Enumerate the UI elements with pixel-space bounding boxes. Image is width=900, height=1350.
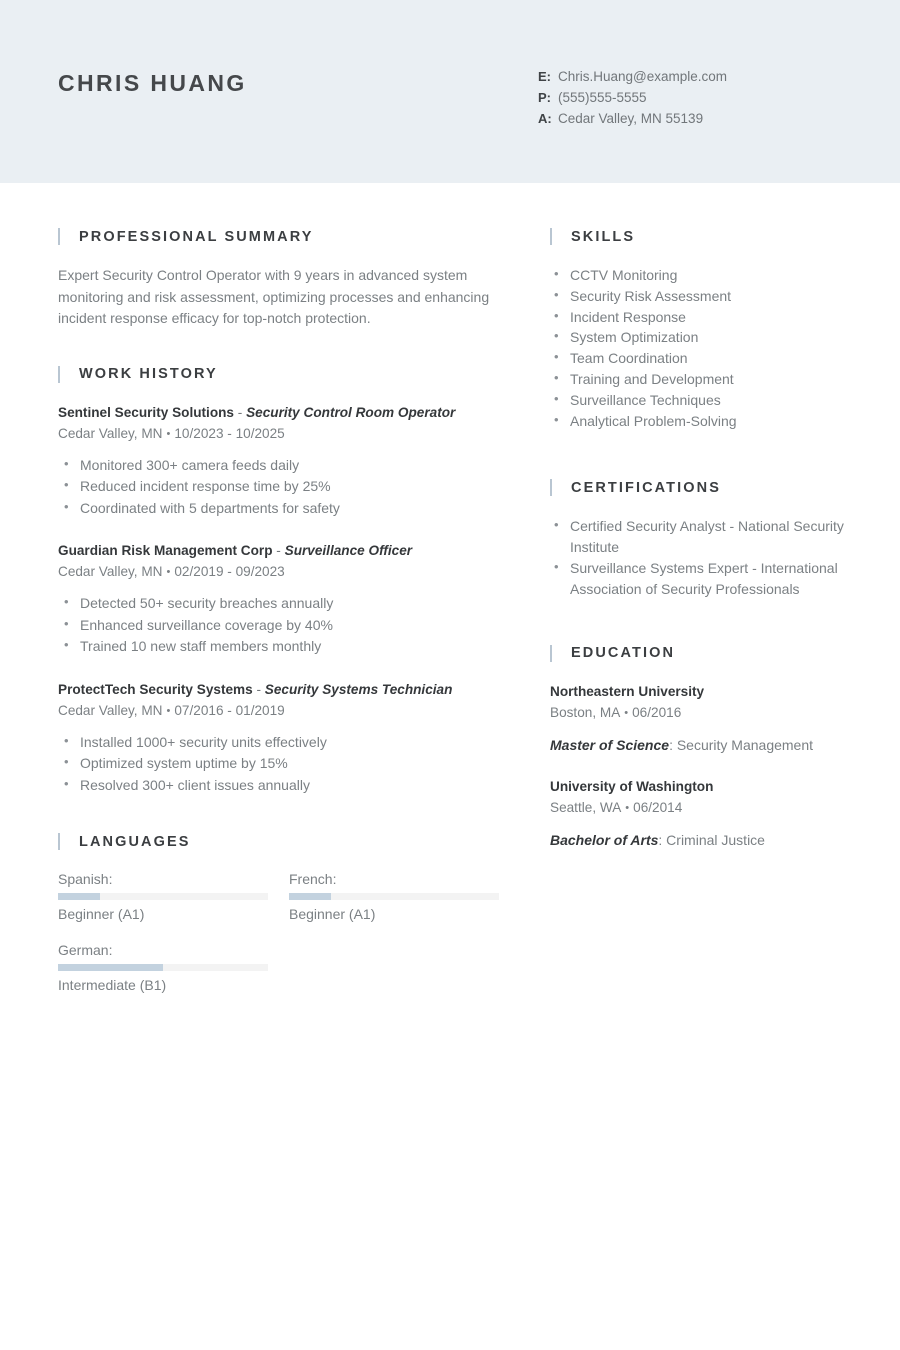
right-column — [550, 228, 850, 878]
language-level: Beginner (A1) — [58, 906, 145, 922]
list-item: • CCTV Monitoring — [550, 265, 850, 286]
accent-bar-icon — [550, 645, 552, 662]
list-item: • Resolved 300+ client issues annually — [58, 775, 500, 796]
section-work-history — [58, 366, 500, 796]
list-item: • Coordinated with 5 departments for safety — [58, 498, 500, 519]
section-education — [550, 645, 850, 850]
header — [0, 0, 900, 183]
contact-address-row — [538, 111, 727, 126]
accent-bar-icon — [58, 833, 60, 850]
section-title: EDUCATION — [571, 645, 676, 662]
certifications-heading — [550, 479, 850, 496]
left-column — [58, 228, 500, 1040]
contact-block — [538, 69, 727, 132]
bullet-separator-icon: • — [166, 427, 171, 440]
education-degree-line — [550, 735, 850, 755]
job-company: Guardian Risk Management Corp — [58, 543, 273, 558]
education-meta — [550, 703, 850, 723]
job-company: ProtectTech Security Systems — [58, 681, 253, 697]
language-proficiency-bar — [58, 964, 268, 971]
bullet-separator-icon: • — [166, 704, 171, 717]
skills-heading — [550, 228, 850, 245]
section-title: LANGUAGES — [79, 833, 191, 850]
job-separator: - — [252, 681, 265, 697]
job-heading — [58, 403, 500, 422]
bullet-separator-icon: • — [166, 566, 171, 578]
education-field: : Criminal Justice — [658, 831, 765, 848]
section-languages — [58, 833, 500, 1012]
work-history-entry — [58, 541, 500, 657]
language-item — [58, 870, 268, 924]
language-level: Intermediate (B1) — [58, 977, 167, 993]
email-icon: E: — [538, 69, 551, 84]
work-history-heading — [58, 366, 500, 383]
job-location: Cedar Valley, MN — [58, 702, 163, 718]
language-item — [289, 870, 499, 924]
education-school: Northeastern University — [550, 683, 705, 699]
education-degree: Bachelor of Arts — [550, 831, 659, 848]
job-title: Security Control Room Operator — [246, 404, 456, 420]
education-date: 06/2014 — [633, 799, 683, 815]
language-level: Beginner (A1) — [289, 906, 376, 922]
job-heading — [58, 680, 500, 699]
contact-email-value: Chris.Huang@example.com — [558, 69, 728, 84]
phone-icon: P: — [538, 90, 551, 105]
job-separator: - — [272, 543, 285, 558]
skills-list — [550, 265, 850, 431]
languages-heading — [58, 833, 500, 850]
education-field: : Security Management — [669, 736, 814, 753]
education-heading — [550, 645, 850, 662]
language-grid — [58, 870, 500, 1012]
list-item: • Certified Security Analyst - National Security Institute — [550, 516, 850, 558]
language-name: German: — [58, 942, 113, 958]
job-bullet-list — [58, 593, 500, 657]
work-history-entry — [58, 403, 500, 519]
job-dates: 07/2016 - 01/2019 — [174, 702, 285, 718]
job-meta — [58, 424, 500, 444]
job-meta — [58, 562, 500, 582]
job-location: Cedar Valley, MN — [58, 564, 163, 579]
education-degree: Master of Science — [550, 736, 670, 753]
contact-email-row — [538, 69, 727, 84]
language-name: Spanish: — [58, 871, 113, 887]
list-item: • System Optimization — [550, 327, 850, 348]
section-title: WORK HISTORY — [79, 366, 218, 382]
job-title: Surveillance Officer — [284, 543, 413, 558]
accent-bar-icon — [550, 479, 552, 496]
job-company: Sentinel Security Solutions — [58, 404, 234, 420]
language-proficiency-fill — [58, 964, 163, 971]
language-proficiency-bar — [58, 893, 268, 900]
list-item: • Monitored 300+ camera feeds daily — [58, 455, 500, 476]
language-proficiency-fill — [58, 893, 100, 900]
accent-bar-icon — [58, 228, 60, 245]
section-title: PROFESSIONAL SUMMARY — [79, 228, 314, 245]
job-location: Cedar Valley, MN — [58, 425, 163, 441]
language-item — [58, 941, 268, 995]
job-title: Security Systems Technician — [264, 681, 453, 697]
list-item: • Surveillance Techniques — [550, 390, 850, 411]
section-skills — [550, 228, 850, 431]
accent-bar-icon — [550, 228, 552, 245]
language-name: French: — [289, 871, 337, 887]
education-entry — [550, 777, 850, 850]
language-proficiency-fill — [289, 893, 331, 900]
education-degree-line — [550, 830, 850, 850]
section-title: CERTIFICATIONS — [571, 479, 721, 496]
contact-address-value: Cedar Valley, MN 55139 — [558, 111, 704, 126]
job-bullet-list — [58, 455, 500, 519]
list-item: • Reduced incident response time by 25% — [58, 476, 500, 497]
list-item: • Analytical Problem-Solving — [550, 411, 850, 432]
job-heading — [58, 541, 500, 560]
list-item: • Training and Development — [550, 369, 850, 390]
list-item: • Team Coordination — [550, 348, 850, 369]
education-date: 06/2016 — [632, 704, 682, 720]
contact-phone-value: (555)555-5555 — [558, 90, 647, 105]
list-item: • Installed 1000+ security units effectively — [58, 732, 500, 753]
address-icon: A: — [538, 111, 552, 126]
work-history-entry — [58, 680, 500, 796]
education-school: University of Washington — [550, 778, 714, 794]
job-dates: 02/2019 - 09/2023 — [174, 564, 285, 579]
education-meta — [550, 798, 850, 818]
list-item: • Trained 10 new staff members monthly — [58, 636, 500, 657]
education-location: Boston, MA — [550, 704, 621, 720]
page-title: CHRIS HUANG — [58, 70, 247, 96]
section-professional-summary — [58, 228, 500, 330]
bullet-separator-icon: • — [624, 706, 629, 719]
summary-text: Expert Security Control Operator with 9 years in advanced system monitoring and risk assessment, optimizing processes and enhancing incident response efficacy for top-notch protection. — [58, 267, 490, 326]
name-block — [58, 70, 247, 97]
contact-phone-row — [538, 90, 727, 105]
job-bullet-list — [58, 732, 500, 796]
list-item: • Incident Response — [550, 307, 850, 328]
list-item: • Optimized system uptime by 15% — [58, 753, 500, 774]
education-location: Seattle, WA — [550, 799, 622, 815]
section-certifications — [550, 479, 850, 599]
bullet-separator-icon: • — [625, 801, 630, 814]
list-item: • Security Risk Assessment — [550, 286, 850, 307]
education-entry — [550, 682, 850, 755]
certifications-list — [550, 516, 850, 599]
professional-summary-heading — [58, 228, 500, 245]
job-dates: 10/2023 - 10/2025 — [174, 425, 285, 441]
job-separator: - — [234, 404, 247, 420]
accent-bar-icon — [58, 366, 60, 383]
language-proficiency-bar — [289, 893, 499, 900]
section-title: SKILLS — [571, 228, 636, 245]
job-meta — [58, 701, 500, 721]
list-item: • Enhanced surveillance coverage by 40% — [58, 615, 500, 636]
list-item: • Surveillance Systems Expert - International Association of Security Professionals — [550, 558, 850, 600]
list-item: • Detected 50+ security breaches annually — [58, 593, 500, 614]
